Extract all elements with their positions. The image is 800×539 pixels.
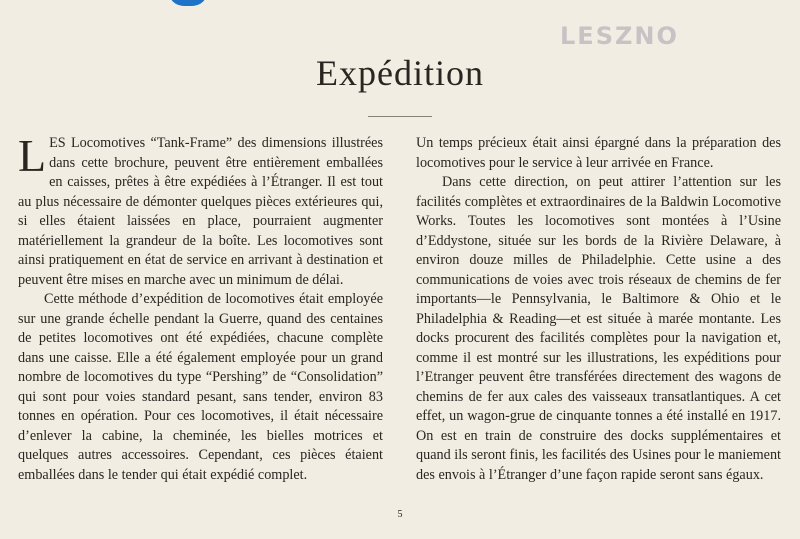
paragraph: Cette méthode d’expédition de locomotives était employée sur une grande échelle pendant la Guerre, quand des centaines de petites locomotives ont été expédiées, chacune complète dans une caisse. Elle a été également employée pour un grand nombre de locomotives du type “Pershing” de “Consolidation” qui sont pour voies standard pesant, sans tender, environ 83 tonnes en opération. Pour ces locomotives, il était nécessaire d’enlever la cabine, la cheminée, les bielles motrices et quelques autres accessoires. Cependant, ces pièces étaient emballées dans le tender qui était expédié complet. xyxy=(18,291,383,483)
drop-cap: L xyxy=(18,130,47,181)
paragraph: Dans cette direction, on peut attirer l’attention sur les facilités complètes et extraordinaires de la Baldwin Locomotive Works. Toutes les locomotives sont montées à l’Usine d’Eddystone, située sur les bords de la Rivière Delaware, à environ douze milles de Philadelphie. Cette usine a des communications de voies avec trois réseaux de chemins de fer importants—le Pennsylvania, le Baltimore & Ohio et le Philadelphia & Reading—et est située à marée montante. Les docks procurent des facilités complètes pour la navigation et, comme il est montré sur les illustrations, les expéditions pour l’Etranger peuvent être transférées directement des wagons de chemins de fer aux cales des vaisseaux transatlantiques. A cet effet, un wagon-grue de cinquante tonnes a été installé en 1917. On est en train de construire des docks supplémentaires et quand ils seront finis, les facilités des Usines pour le maniement des envois à l’Étranger d’une façon rapide seront sans égaux. xyxy=(416,174,781,483)
page-number: 5 xyxy=(397,509,403,520)
paragraph-text: ES Locomotives “Tank-Frame” des dimensions illustrées dans cette brochure, peuvent être entièrement emballées en caisses, prêtes à être expédiées à l’Étranger. Il est tout au plus nécessaire de démonter quelques pièces extérieures qui, si elles étaient laissées en place, pourraient augmenter matériellement la grandeur de la boîte. Les locomotives sont ainsi pratiquement en état de service en arrivant à destination et peuvent être mises en marche avec un minimum de délai. xyxy=(18,135,383,288)
right-column xyxy=(416,134,781,485)
paragraph: Un temps précieux était ainsi épargné dans la préparation des locomotives pour le service à leur arrivée en France. xyxy=(416,135,781,171)
left-column xyxy=(18,130,383,485)
title-divider xyxy=(368,116,432,117)
library-stamp: LESZNO xyxy=(560,22,679,50)
page-title: Expédition xyxy=(316,53,484,93)
paragraph xyxy=(18,130,383,290)
ink-blot xyxy=(168,0,208,6)
